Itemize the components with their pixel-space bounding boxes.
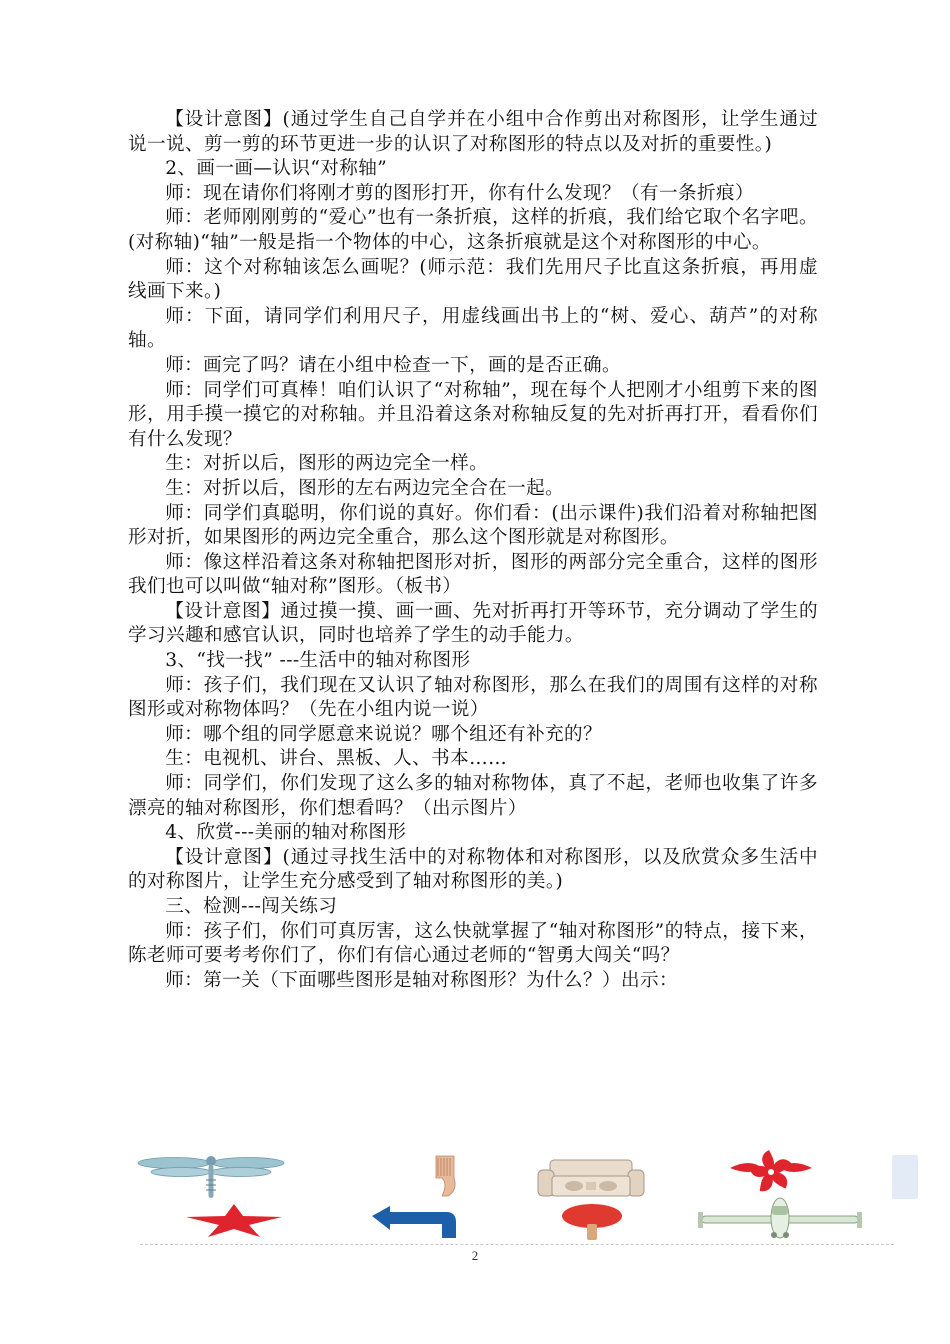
paragraph: 师：哪个组的同学愿意来说说？哪个组还有补充的？: [165, 723, 603, 745]
paragraph: 【设计意图】(通过寻找生活中的对称物体和对称图形，以及欣赏众多生活中的对称图片，让学生充分感受到了轴对称图形的美。): [128, 846, 818, 893]
paragraph: 师：现在请你们将刚才剪的图形打开，你有什么发现？（有一条折痕）: [165, 182, 754, 204]
paragraph: 生：电视机、讲台、黑板、人、书本……: [165, 748, 508, 770]
paragraph: 师：这个对称轴该怎么画呢？(师示范：我们先用尺子比直这条折痕，再用虚线画下来。): [128, 256, 818, 303]
paragraph: 【设计意图】通过摸一摸、画一画、先对折再打开等环节，充分调动了学生的学习兴趣和感官认识，同时也培养了学生的动手能力。: [128, 600, 818, 647]
paragraph: 师：像这样沿着这条对称轴把图形对折，图形的两部分完全重合，这样的图形我们也可以叫做“轴对称”图形。（板书）: [128, 551, 818, 598]
paragraph: 生：对折以后，图形的两边完全一样。: [165, 453, 489, 475]
paragraph: 师：孩子们，我们现在又认识了轴对称图形，那么在我们的周围有这样的对称图形或对称物体吗？（先在小组内说一说）: [128, 674, 818, 721]
footer-divider: [140, 1244, 894, 1245]
paragraph: 【设计意图】(通过学生自己自学并在小组中合作剪出对称图形，让学生通过说一说、剪一剪的环节更进一步的认识了对称图形的特点以及对折的重要性。): [128, 109, 818, 155]
airplane-icon: [696, 1196, 864, 1240]
turn-arrow-icon: [368, 1204, 460, 1238]
paragraph: 师：下面，请同学们利用尺子，用虚线画出书上的“树、爱心、葫芦”的对称轴。: [128, 305, 818, 352]
paragraph: 师：第一关（下面哪些图形是轴对称图形？为什么？）出示：: [165, 969, 679, 991]
ping-pong-paddle-icon: [560, 1204, 624, 1240]
paragraph: 生：对折以后，图形的左右两边完全合在一起。: [165, 477, 565, 499]
paragraph: 师：孩子们，你们可真厉害，这么快就掌握了“轴对称图形”的特点，接下来，陈老师可要考考你们了，你们有信心通过老师的“智勇大闯关“吗？: [128, 920, 818, 967]
page-edge-marker: [892, 1155, 918, 1199]
section-heading: 3、“找一找” ---生活中的轴对称图形: [165, 650, 471, 672]
paragraph: 师：同学们可真棒！咱们认识了“对称轴”，现在每个人把刚才小组剪下来的图形，用手摸一摸它的对称轴。并且沿着这条对称轴反复的先对折再打开，看看你们有什么发现？: [128, 379, 818, 450]
star-icon: [182, 1202, 286, 1238]
comb-icon: [432, 1154, 472, 1198]
section-heading: 2、画一画—认识“对称轴”: [165, 158, 388, 180]
paragraph: 师：同学们真聪明，你们说的真好。你们看：(出示课件)我们沿着对称轴把图形对折，如果图形的两边完全重合，那么这个图形就是对称图形。: [128, 502, 818, 549]
dragonfly-icon: [136, 1154, 286, 1200]
figure-row: [136, 1148, 896, 1242]
paragraph: 师：同学们，你们发现了这么多的轴对称物体，真了不起，老师也收集了许多漂亮的轴对称图形，你们想看吗？（出示图片）: [128, 773, 818, 819]
sofa-icon: [536, 1158, 646, 1200]
page-number: 2: [471, 1248, 479, 1263]
paragraph: 师：画完了吗？请在小组中检查一下，画的是否正确。: [165, 354, 622, 376]
paragraph: 师：老师刚刚剪的“爱心”也有一条折痕，这样的折痕，我们给它取个名字吧。(对称轴)“轴”一般是指一个物体的中心，这条折痕就是这个对称图形的中心。: [128, 207, 818, 253]
section-heading: 三、检测---闯关练习: [165, 896, 338, 917]
bauhinia-flower-icon: [710, 1150, 832, 1194]
body-text: [128, 108, 818, 993]
section-heading: 4、欣赏---美丽的轴对称图形: [165, 822, 407, 844]
